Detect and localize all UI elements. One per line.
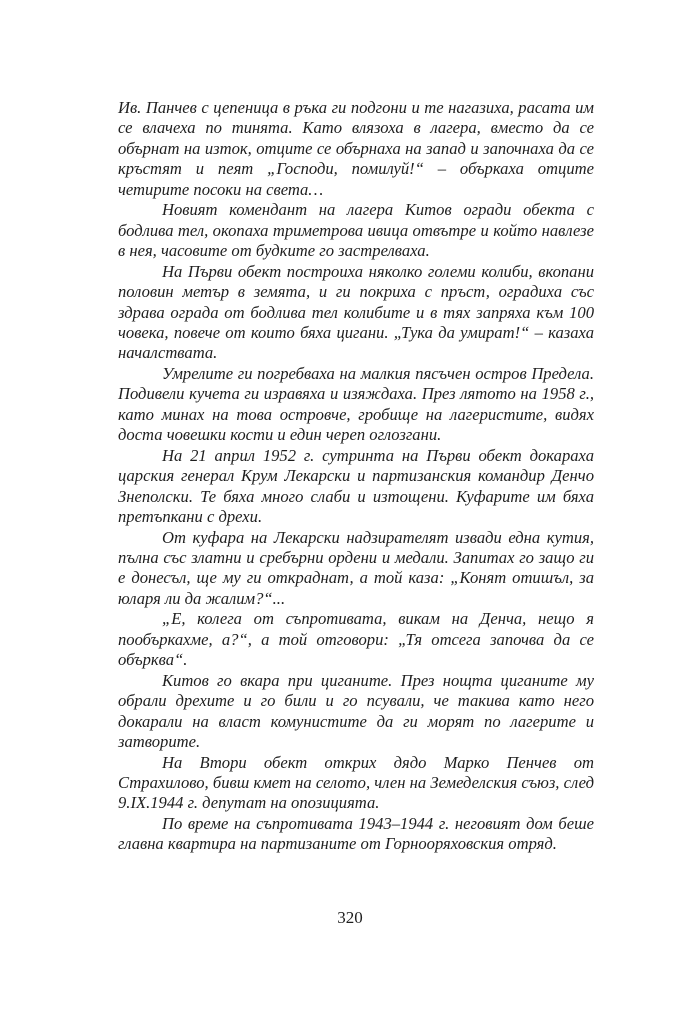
body-text xyxy=(118,98,594,855)
paragraph-10: По време на съпротивата 1943–1944 г. неговият дом беше главна квартира на партизаните от Горнооряховския отряд. xyxy=(118,813,594,854)
paragraph-1: Ив. Панчев с цепеница в ръка ги подгони и те нагазиха, расата им се влачеха по тинята. Като влязоха в лагера, вместо да се обърнат на изток, отците се обърнаха на запад и започнаха да се кръстят и пеят „Господи, помилуй!“ – объркаха отците четирите посоки на света… xyxy=(118,98,594,199)
paragraph-7: „Е, колега от съпротивата, викам на Денча, нещо я пообъркахме, а?“, а той отговори: „Тя отсега започва да се обърква“. xyxy=(118,609,594,670)
paragraph-3: На Първи обект построиха няколко големи колиби, вкопани половин метър в земята, и ги покриха с пръст, оградиха със здрава ограда от бодлива тел колибите и в тях запряха към 100 човека, повече от които бяха цигани. „Тука да умират!“ – казаха началствата. xyxy=(118,261,594,363)
paragraph-6: От куфара на Лекарски надзирателят извади една кутия, пълна със златни и сребърни ордени и медали. Запитах го защо ги е донесъл, ще му ги откраднат, а той каза: „Конят отишъл, за юларя ли да жалим?“... xyxy=(118,527,594,608)
paragraph-4: Умрелите ги погребваха на малкия пясъчен остров Предела. Подивели кучета ги изравяха и изяждаха. През лятото на 1958 г., като минах на това островче, гробище на лагеристите, видях доста човешки кости и един череп оглозгани. xyxy=(118,363,594,445)
paragraph-9: На Втори обект открих дядо Марко Пенчев от Страхилово, бивш кмет на селото, член на Земеделския съюз, след 9.IX.1944 г. депутат на опозицията. xyxy=(118,752,594,813)
paragraph-2: Новият комендант на лагера Китов огради обекта с бодлива тел, окопаха триметрова ивица отвътре и който навлезе в нея, часовите от будките го застрелваха. xyxy=(118,200,594,261)
page-number: 320 xyxy=(337,908,363,927)
paragraph-8: Китов го вкара при циганите. През нощта циганите му обрали дрехите и го били и го псували, че такива като него докарали на власт комунистите да ги морят по лагерите и затворите. xyxy=(118,670,594,752)
paragraph-5: На 21 април 1952 г. сутринта на Първи обект докараха царския генерал Крум Лекарски и партизанския командир Денчо Знеполски. Те бяха много слаби и изтощени. Куфарите им бяха претъпкани с дрехи. xyxy=(118,445,594,527)
